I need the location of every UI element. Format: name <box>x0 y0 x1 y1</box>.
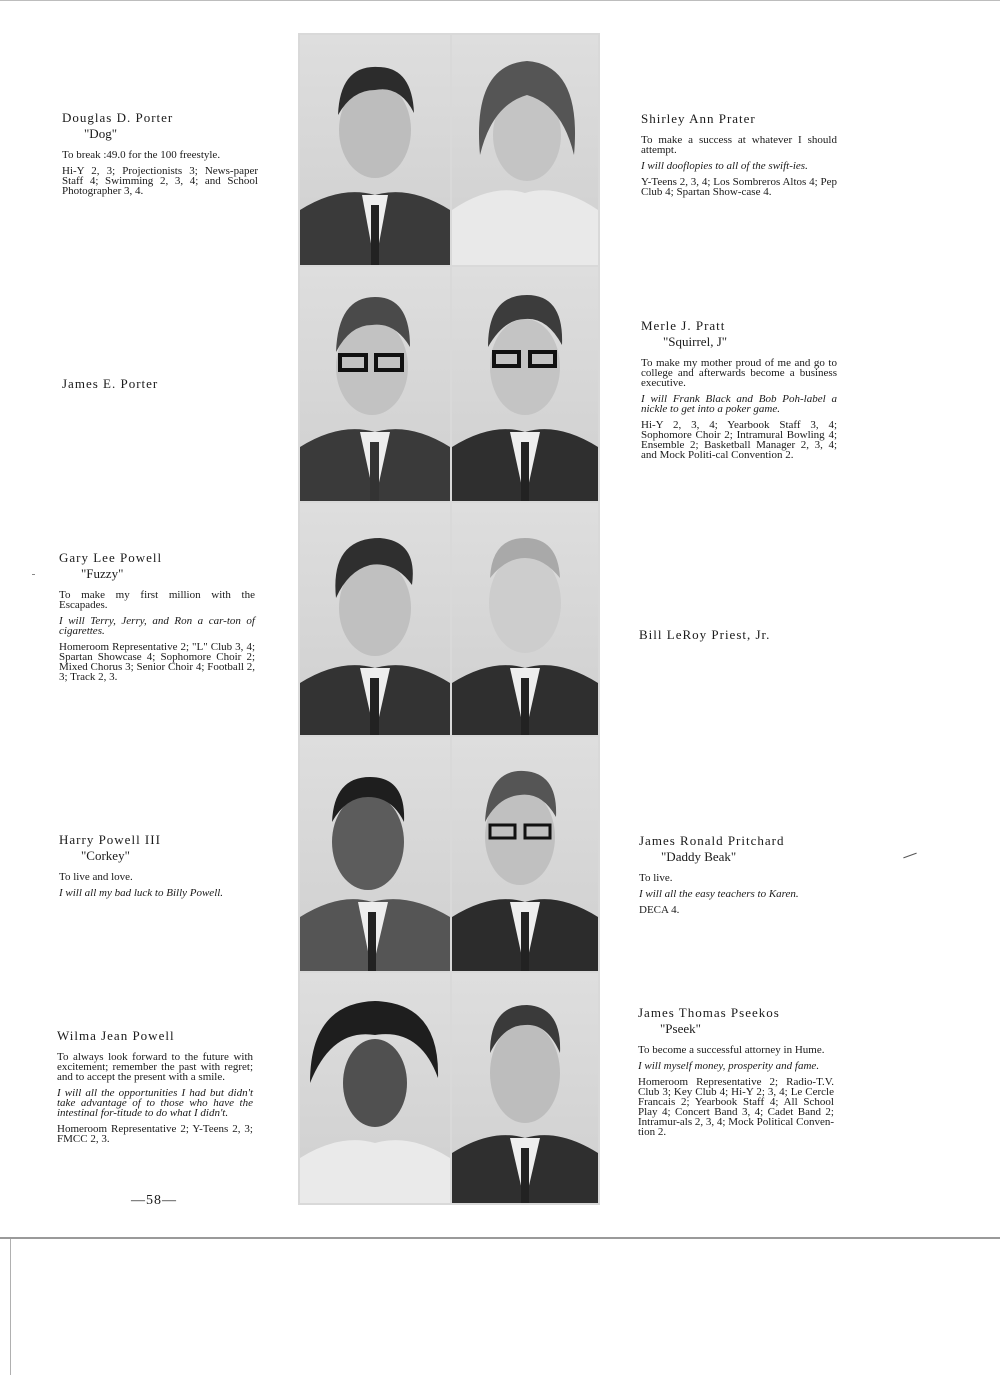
student-ambition: To make my first million with the Escapades. <box>59 589 255 611</box>
student-ambition: To live and love. <box>59 871 133 883</box>
entry-james-pseekos <box>638 1005 834 1137</box>
student-ambition: To break :49.0 for the 100 freestyle. <box>62 149 221 161</box>
scan-edge-rule <box>0 1237 1000 1239</box>
student-activities: Homeroom Representative 2; Radio-T.V. Club 3; Key Club 4; Hi-Y 2; 3, 4; Le Cercle Francais 2; Yearbook Staff 4; All School Play 4; Concert Band 3, 4; Cadet Band 2; Intramur-als 2, 3, 4; Mock Political Conven-tion 2. <box>638 1076 834 1138</box>
student-nickname: "Daddy Beak" <box>661 849 737 864</box>
portrait-photo <box>452 267 598 501</box>
entry-merle-pratt <box>641 318 837 460</box>
student-will: I will all the easy teachers to Karen. <box>639 888 799 900</box>
student-will: I will all my bad luck to Billy Powell. <box>59 887 224 899</box>
entry-james-porter <box>62 376 258 391</box>
student-activities: Hi-Y 2, 3; Projectionists 3; News-paper Staff 4; Swimming 2, 3, 4; and School Photographer 3, 4. <box>62 165 258 197</box>
student-will: I will myself money, prosperity and fame. <box>638 1060 820 1072</box>
student-nickname: "Pseek" <box>660 1021 701 1036</box>
student-name: Harry Powell III <box>59 832 161 847</box>
student-activities: Homeroom Representative 2; Y-Teens 2, 3; FMCC 2, 3. <box>57 1123 253 1145</box>
portrait-photo <box>300 973 450 1203</box>
page-number: —58— <box>131 1193 177 1208</box>
portrait-photo <box>452 737 598 971</box>
student-name: Shirley Ann Prater <box>641 111 756 126</box>
student-activities: Homeroom Representative 2; "L" Club 3, 4; Spartan Showcase 4; Sophomore Choir 2; Mixed Chorus 3; Senior Choir 4; Football 2, 3; Track 2, 3. <box>59 641 255 683</box>
portrait-photo <box>300 737 450 971</box>
student-name: Douglas D. Porter <box>62 110 174 125</box>
entry-harry-powell <box>59 832 255 898</box>
portrait-photo <box>300 267 450 501</box>
margin-mark <box>32 574 35 575</box>
student-activities: Hi-Y 2, 3, 4; Yearbook Staff 3, 4; Sophomore Choir 2; Intramural Bowling 4; Ensemble 2; Basketball Manager 2, 3, 4; and Mock Politi-cal Convention 2. <box>641 419 837 461</box>
student-ambition: To become a successful attorney in Hume. <box>638 1044 825 1056</box>
student-ambition: To live. <box>639 872 673 884</box>
student-will: I will all the opportunities I had but didn't take advantage of to those who have the intestinal for-titude to do what I didn't. <box>57 1087 253 1119</box>
student-nickname: "Dog" <box>84 126 118 141</box>
student-name: James Ronald Pritchard <box>639 833 785 848</box>
student-name: Bill LeRoy Priest, Jr. <box>639 627 771 642</box>
student-ambition: To make my mother proud of me and go to college and afterwards become a business executive. <box>641 357 837 389</box>
student-name: Gary Lee Powell <box>59 550 163 565</box>
portrait-photo <box>452 503 598 735</box>
student-name: Merle J. Pratt <box>641 318 726 333</box>
student-name: James Thomas Pseekos <box>638 1005 780 1020</box>
portrait-photo <box>300 35 450 265</box>
entry-bill-priest <box>639 627 835 642</box>
portrait-grid <box>298 33 600 1205</box>
entry-shirley-prater <box>641 111 837 197</box>
student-nickname: "Squirrel, J" <box>663 334 728 349</box>
portrait-photo <box>452 973 598 1203</box>
student-nickname: "Corkey" <box>81 848 130 863</box>
entry-gary-powell <box>59 550 255 682</box>
student-activities: DECA 4. <box>639 904 680 916</box>
portrait-photo <box>300 503 450 735</box>
scan-edge-rule <box>10 1239 11 1375</box>
portrait-photo <box>452 35 598 265</box>
entry-douglas-porter <box>62 110 258 196</box>
student-activities: Y-Teens 2, 3, 4; Los Sombreros Altos 4; Pep Club 4; Spartan Show-case 4. <box>641 176 837 198</box>
student-nickname: "Fuzzy" <box>81 566 124 581</box>
student-name: Wilma Jean Powell <box>57 1028 175 1043</box>
student-name: James E. Porter <box>62 376 159 391</box>
margin-mark <box>903 853 916 859</box>
entry-james-pritchard <box>639 833 839 915</box>
entry-wilma-powell <box>57 1028 253 1144</box>
top-rule <box>0 0 1000 1</box>
student-will: I will Terry, Jerry, and Ron a car-ton of cigarettes. <box>59 615 255 637</box>
student-ambition: To make a success at whatever I should attempt. <box>641 134 837 156</box>
student-ambition: To always look forward to the future with excitement; remember the past with regret; and to accept the present with a smile. <box>57 1051 253 1083</box>
student-will: I will Frank Black and Bob Poh-label a nickle to get into a poker game. <box>641 393 837 415</box>
student-will: I will dooflopies to all of the swift-ies. <box>641 160 808 172</box>
